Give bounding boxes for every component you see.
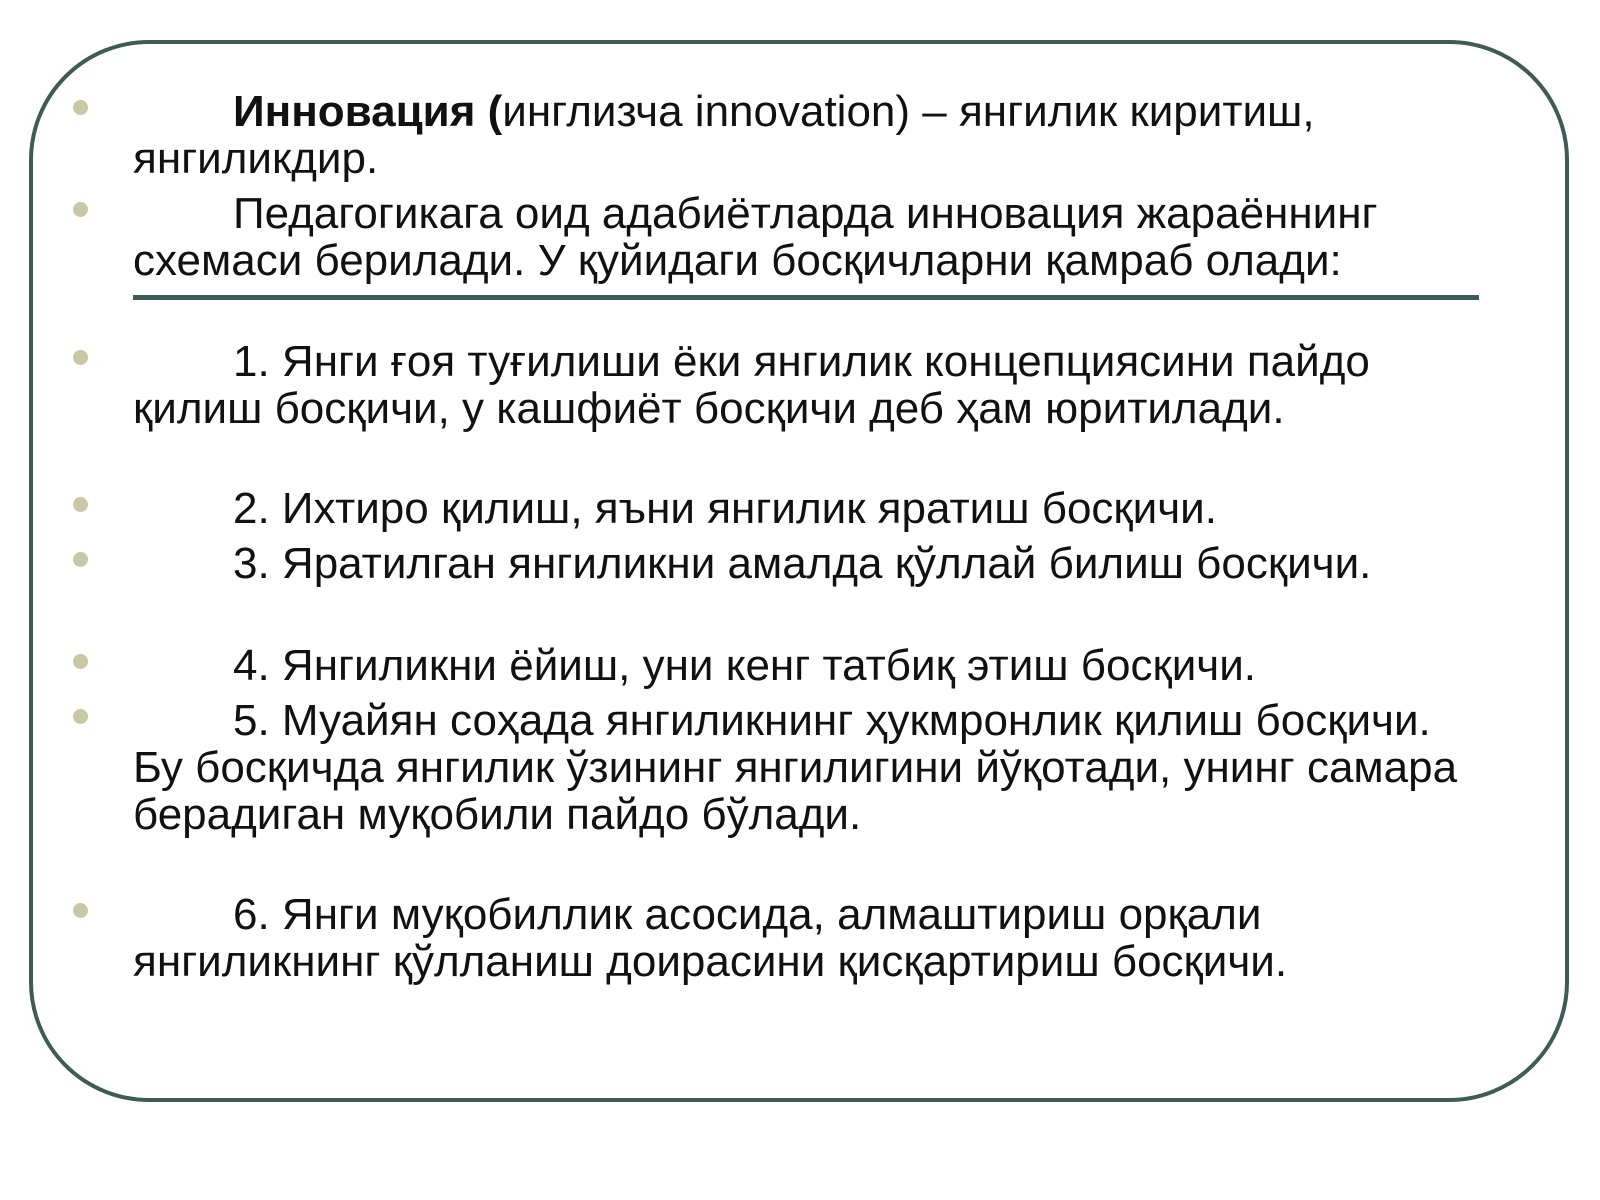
- definition-text: инглизча innovation) – янгилик киритиш, янгиликдир.: [133, 87, 1315, 183]
- bullet-dot-icon: [73, 709, 88, 724]
- bullet-item-stage-3: [133, 540, 1473, 587]
- stage-5-text: 5. Муайян соҳада янгиликнинг ҳукмронлик қилиш босқичи. Бу босқичда янгилик ўзининг янгилигини йўқотади, унинг самара берадиган муқобили пайдо бўлади.: [133, 696, 1458, 839]
- stage-4-text: 4. Янгиликни ёйиш, уни кенг татбиқ этиш босқичи.: [233, 641, 1257, 690]
- intro-text: Педагогикага оид адабиётларда инновация жараённинг схемаси берилади. У қуйидаги босқичларни қамраб олади:: [133, 189, 1378, 285]
- bullet-dot-icon: [73, 654, 88, 669]
- bullet-item-intro: [133, 190, 1473, 284]
- bullet-item-stage-5: [133, 697, 1473, 838]
- bullet-dot-icon: [73, 903, 88, 918]
- bullet-dot-icon: [73, 202, 88, 217]
- bullet-item-stage-2: [133, 485, 1473, 532]
- bullet-item-stage-4: [133, 642, 1473, 689]
- bullet-item-stage-6: [133, 891, 1473, 985]
- stage-3-text: 3. Яратилган янгиликни амалда қўллай билиш босқичи.: [233, 539, 1372, 588]
- bullet-dot-icon: [73, 350, 88, 365]
- bullet-item-definition: [133, 88, 1473, 182]
- bullet-dot-icon: [73, 552, 88, 567]
- bullet-item-stage-1: [133, 338, 1473, 432]
- bullet-dot-icon: [73, 100, 88, 115]
- term-heading: Инновация (: [233, 87, 503, 136]
- bullet-dot-icon: [73, 497, 88, 512]
- stage-1-text: 1. Янги ғоя туғилиши ёки янгилик концепциясини пайдо қилиш босқичи, у кашфиёт босқичи деб ҳам юритилади.: [133, 337, 1370, 433]
- stage-2-text: 2. Ихтиро қилиш, яъни янгилик яратиш босқичи.: [233, 484, 1217, 533]
- stage-6-text: 6. Янги муқобиллик асосида, алмаштириш орқали янгиликнинг қўлланиш доирасини қисқартириш босқичи.: [133, 890, 1288, 986]
